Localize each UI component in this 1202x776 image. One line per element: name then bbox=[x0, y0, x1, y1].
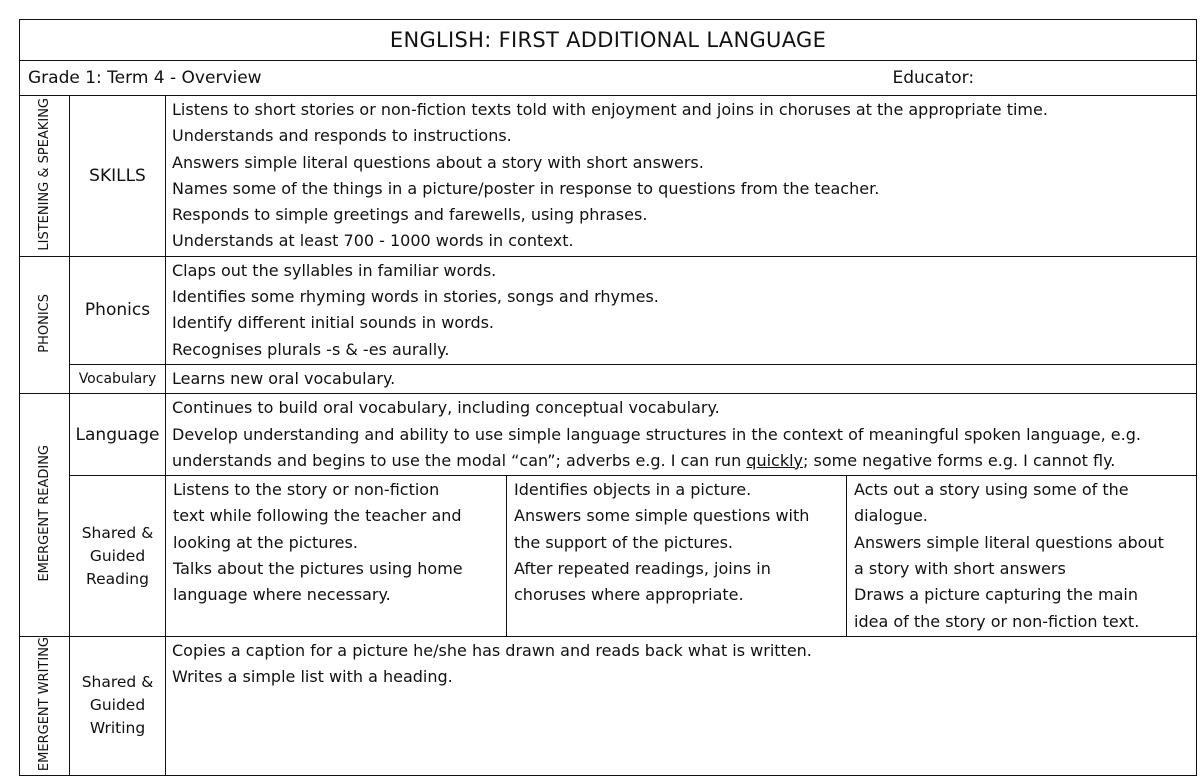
reading-line: Answers simple literal questions about bbox=[854, 532, 1164, 552]
skill-line: Answers simple literal questions about a story with short answers. bbox=[172, 152, 704, 172]
overview-table bbox=[19, 19, 1197, 776]
writing-line: Writes a simple list with a heading. bbox=[172, 667, 453, 687]
phonics-line: Recognises plurals -s & -es aurally. bbox=[172, 339, 450, 359]
shared-guided-reading-label: Shared & Guided Reading bbox=[70, 476, 166, 637]
grade-term-label: Grade 1: Term 4 - Overview bbox=[28, 68, 262, 88]
language-line-part: ; some negative forms e.g. I cannot fly. bbox=[803, 450, 1116, 470]
subheader-row bbox=[20, 61, 1197, 96]
skill-line: Listens to short stories or non-fiction texts told with enjoyment and joins in choruses at the appropriate time. bbox=[172, 100, 1048, 119]
language-label: Language bbox=[70, 394, 166, 476]
language-line-part: understands and begins to use the modal “can”; adverbs e.g. I can run bbox=[172, 450, 747, 470]
language-line: Develop understanding and ability to use simple language structures in the context of meaningful spoken language, e.g. bbox=[172, 424, 1141, 444]
reading-line: dialogue. bbox=[854, 506, 928, 526]
skill-line: Responds to simple greetings and farewells, using phrases. bbox=[172, 205, 648, 225]
phonics-line: Claps out the syllables in familiar words. bbox=[172, 260, 497, 280]
reading-line: Identifies objects in a picture. bbox=[514, 480, 752, 500]
reading-line: choruses where appropriate. bbox=[514, 585, 744, 605]
vocabulary-text: Learns new oral vocabulary. bbox=[172, 368, 396, 388]
language-lines bbox=[166, 394, 1197, 476]
phonics-line: Identify different initial sounds in words. bbox=[172, 313, 495, 333]
reading-line: the support of the pictures. bbox=[514, 532, 734, 552]
skill-line: Names some of the things in a picture/poster in response to questions from the teacher. bbox=[172, 178, 880, 198]
reading-line: idea of the story or non-fiction text. bbox=[854, 611, 1140, 631]
reading-line: Acts out a story using some of the bbox=[854, 480, 1129, 500]
phonics-line: Identifies some rhyming words in stories, songs and rhymes. bbox=[172, 287, 659, 307]
reading-column-2 bbox=[507, 476, 847, 637]
reading-line: Listens to the story or non-fiction bbox=[173, 480, 440, 500]
language-line: Continues to build oral vocabulary, including conceptual vocabulary. bbox=[172, 398, 720, 418]
reading-line: text while following the teacher and bbox=[173, 506, 462, 526]
writing-lines bbox=[166, 636, 1197, 775]
reading-line: looking at the pictures. bbox=[173, 532, 358, 552]
reading-line: After repeated readings, joins in bbox=[514, 559, 771, 579]
reading-line: Answers some simple questions with bbox=[514, 506, 810, 526]
vocabulary-line bbox=[166, 364, 1197, 393]
reading-column-3 bbox=[847, 476, 1197, 637]
reading-line: Draws a picture capturing the main bbox=[854, 585, 1138, 605]
listening-speaking-skills bbox=[166, 96, 1197, 257]
phonics-lines bbox=[166, 256, 1197, 364]
skill-line: Understands and responds to instructions. bbox=[172, 126, 512, 146]
phonics-label: Phonics bbox=[70, 256, 166, 364]
skill-line: Understands at least 700 - 1000 words in context. bbox=[172, 231, 574, 251]
reading-line: Talks about the pictures using home bbox=[173, 559, 463, 579]
underlined-word: quickly bbox=[746, 450, 804, 470]
reading-line: a story with short answers bbox=[854, 559, 1066, 579]
vocabulary-label: Vocabulary bbox=[70, 364, 166, 393]
document-title: ENGLISH: FIRST ADDITIONAL LANGUAGE bbox=[20, 20, 1197, 61]
phonics-section-label: PHONICS bbox=[20, 256, 70, 393]
emergent-writing-section-label: EMERGENT WRITING bbox=[20, 636, 70, 775]
reading-line: language where necessary. bbox=[173, 585, 391, 605]
language-line bbox=[172, 448, 1190, 474]
reading-column-1 bbox=[166, 476, 507, 637]
educator-label: Educator: bbox=[892, 68, 975, 88]
listening-speaking-section-label: LISTENING & SPEAKING bbox=[20, 96, 70, 257]
shared-guided-writing-label: Shared & Guided Writing bbox=[70, 636, 166, 775]
writing-line: Copies a caption for a picture he/she has drawn and reads back what is written. bbox=[172, 640, 812, 660]
emergent-reading-section-label: EMERGENT READING bbox=[20, 394, 70, 637]
skills-label: SKILLS bbox=[70, 96, 166, 257]
